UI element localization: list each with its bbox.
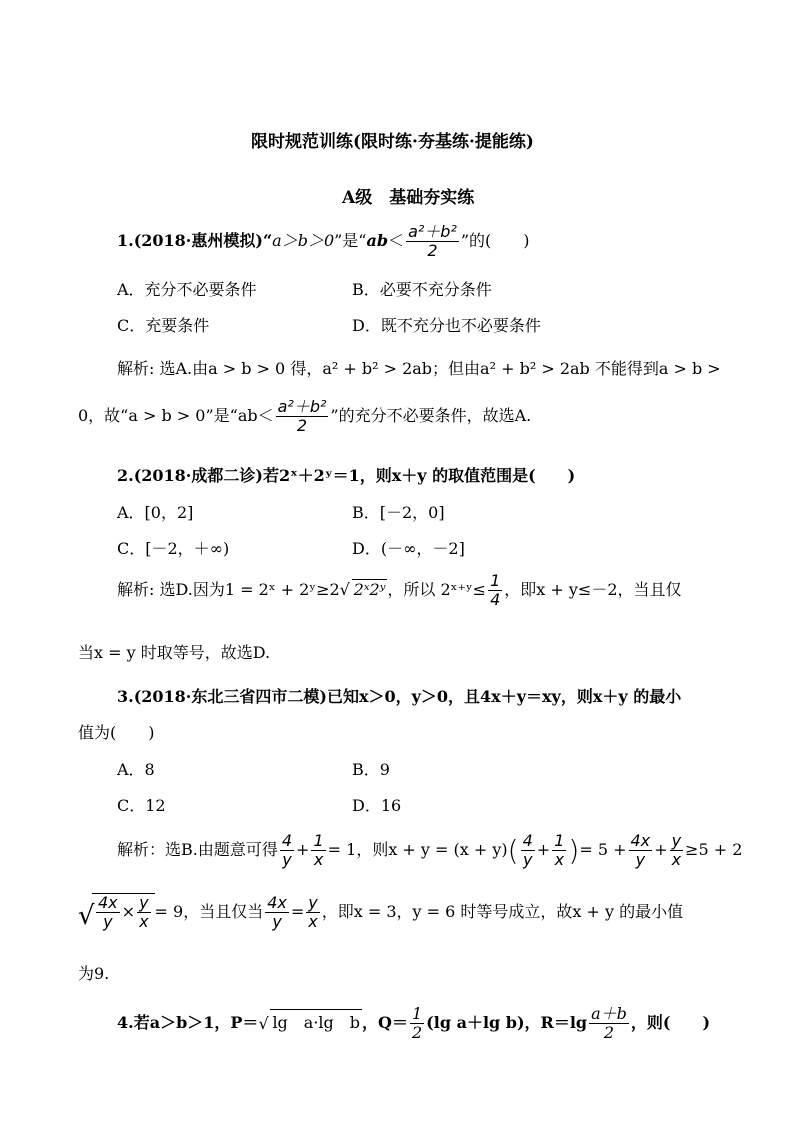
page-title: 限时规范训练(限时练·夯基练·提能练) [251, 132, 534, 152]
q1-solution-line1: 解析: 选A.由a > b > 0 得，a² + b² > 2ab；但由a² + b² > 2ab 不能得到a > b > [117, 359, 721, 378]
q1-solution-line2: 0，故“a > b > 0”是“ab＜ $\frac{\text{a²＋b²}}{2}$ ”的充分不必要条件，故选A. [78, 397, 532, 435]
q3-sqrt: √ $\frac{4x}{y}$ × $\frac{y}{x}$ [78, 893, 155, 931]
q3-fraction-4x-over-y-b: $\frac{4x}{y}$ [267, 893, 287, 931]
question-3-stem-line1: 3.(2018·东北三省四市二模)已知x＞0，y＞0，且4x＋y＝xy，则x＋y 的最小 [117, 687, 682, 706]
question-2-stem: 2.(2018·成都二诊)若2ˣ＋2ʸ＝1，则x＋y 的取值范围是( ) [117, 466, 576, 485]
q3-solution-line2: √ $\frac{4x}{y}$ × $\frac{y}{x}$ = 9，当且仅当 $\frac{4x}{y}$ = $\frac{y}{x}$ ，即x = 3，y = 6 时等号成立，故x + y 的最小值 [78, 893, 684, 931]
q3-option-b: B．9 [352, 760, 390, 779]
q2-solution-line1: 解析: 选D.因为1 = 2ˣ + 2ʸ≥2 √ 2ˣ2ʸ ，所以 2ˣ⁺ʸ≤ $\frac{1}{4}$ ，即x + y≤－2，当且仅 [117, 571, 682, 609]
q3-sqrt-fraction-4x-over-y: $\frac{4x}{y}$ [98, 893, 118, 931]
q3-fraction-y-over-x-b: $\frac{y}{x}$ [308, 893, 318, 931]
q3-option-d: D．16 [352, 796, 402, 815]
q3-option-a: A．8 [117, 760, 155, 779]
q3-fraction-4-over-y-b: $\frac{4}{y}$ [522, 831, 533, 869]
q1-option-b: B．必要不充分条件 [352, 280, 492, 299]
q4-fraction-half: $\frac{1}{2}$ [411, 1004, 423, 1042]
question-3-stem-line2: 值为( ) [78, 723, 155, 742]
section-heading: A级 基础夯实练 [342, 188, 475, 208]
q3-fraction-1-over-x-b: $\frac{1}{x}$ [554, 831, 565, 869]
q3-solution-line3: 为9. [78, 964, 110, 983]
q1-option-d: D．既不充分也不必要条件 [352, 316, 541, 335]
q2-option-c: C．[－2，＋∞) [117, 539, 230, 558]
q3-sqrt-fraction-y-over-x: $\frac{y}{x}$ [139, 893, 149, 931]
q2-solution-line2: 当x = y 时取等号，故选D. [78, 643, 271, 662]
q2-fraction: $\frac{1}{4}$ [490, 571, 501, 609]
q2-option-a: A．[0，2] [117, 503, 194, 522]
q3-fraction-1-over-x: $\frac{1}{x}$ [313, 831, 324, 869]
q3-fraction-4-over-y: $\frac{4}{y}$ [281, 831, 293, 869]
q3-option-c: C．12 [117, 796, 166, 815]
q1-option-a: A．充分不必要条件 [117, 280, 257, 299]
q1-solution-fraction: $\frac{\text{a²＋b²}}{2}$ [277, 397, 327, 435]
q3-fraction-4x-over-y: $\frac{4x}{y}$ [630, 831, 651, 869]
q1-option-c: C．充要条件 [117, 316, 210, 335]
q3-fraction-y-over-x: $\frac{y}{x}$ [671, 831, 682, 869]
question-4-stem: 4.若a＞b＞1，P＝ √ lg a·lg b ，Q＝ $\frac{1}{2}$ (lg a＋lg b)，R＝lg $\frac{a+b}{2}$ ，则( ) [117, 1004, 711, 1042]
q1-fraction: $\frac{\text{a²＋b²}}{2}$ [408, 222, 457, 260]
q3-solution-line1: 解析：选B.由题意可得 $\frac{4}{y}$ + $\frac{1}{x}$ = 1，则x + y = (x + y)( $\frac{4}{y}$ + $\frac{1}{x}$ )= 5 + $\frac{4x}{y}$ + $\frac{y}{x}$ ≥5 + 2 [117, 831, 743, 869]
q4-fraction-a-plus-b-over-2: $\frac{a+b}{2}$ [591, 1004, 627, 1042]
q2-option-b: B．[－2，0] [352, 503, 445, 522]
q2-sqrt: √ 2ˣ2ʸ [339, 580, 386, 599]
q4-sqrt: √ lg a·lg b [258, 1009, 362, 1033]
question-1-stem: 1.(2018·惠州模拟)“a＞b＞0”是“ab＜ $\frac{\text{a²＋b²}}{2}$ ”的( ) [117, 222, 530, 260]
q2-option-d: D．(－∞，－2] [352, 539, 465, 558]
